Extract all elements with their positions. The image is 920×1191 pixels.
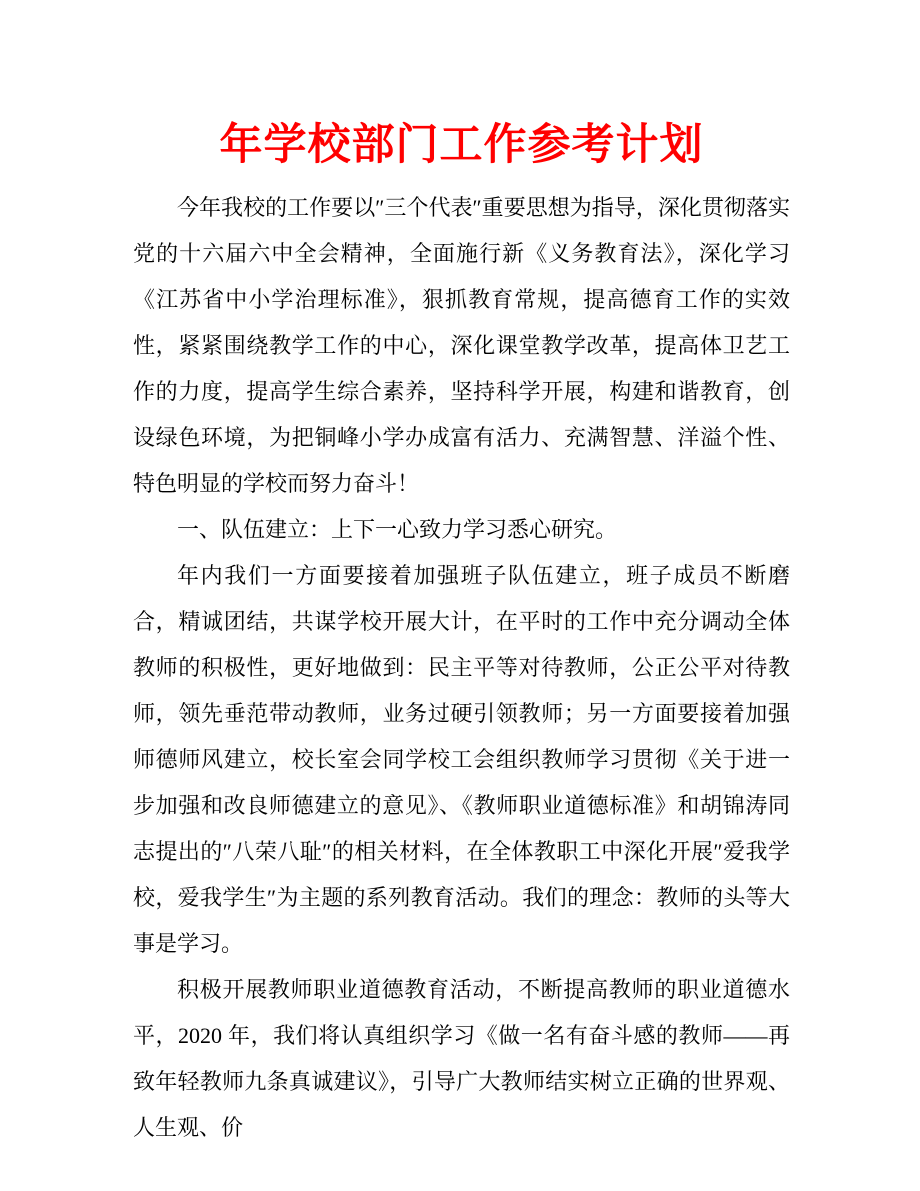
page-title: 年学校部门工作参考计划 <box>219 121 704 169</box>
document-body <box>133 185 790 1151</box>
paragraph-team-building: 年内我们一方面要接着加强班子队伍建立，班子成员不断磨合，精诚团结，共谋学校开展大计，在平时的工作中充分调动全体教师的积极性，更好地做到：民主平等对待教师，公正公平对待教师，领先垂范带动教师，业务过硬引领教师；另一方面要接着加强师德师风建立，校长室会同学校工会组织教师学习贯彻《关于进一步加强和改良师德建立的意见》、《教师职业道德标准》和胡锦涛同志提出的″八荣八耻″的相关材料，在全体教职工中深化开展″爱我学校，爱我学生″为主题的系列教育活动。我们的理念：教师的头等大事是学习。 <box>133 563 790 956</box>
paragraph-ethics-education: 积极开展教师职业道德教育活动，不断提高教师的职业道德水平，2020 年，我们将认真组织学习《做一名有奋斗感的教师——再致年轻教师九条真诚建议》，引导广大教师结实树立正确的世界观、人生观、价 <box>133 977 790 1140</box>
paragraph-section-heading: 一、队伍建立：上下一心致力学习悉心研究。 <box>177 517 618 542</box>
paragraph-intro: 今年我校的工作要以″三个代表″重要思想为指导，深化贯彻落实党的十六届六中全会精神，全面施行新《义务教育法》，深化学习《江苏省中小学治理标准》，狠抓教育常规，提高德育工作的实效性，紧紧围绕教学工作的中心，深化课堂教学改革，提高体卫艺工作的力度，提高学生综合素养，坚持科学开展，构建和谐教育，创设绿色环境，为把铜峰小学办成富有活力、充满智慧、洋溢个性、特色明显的学校而努力奋斗！ <box>133 195 790 496</box>
